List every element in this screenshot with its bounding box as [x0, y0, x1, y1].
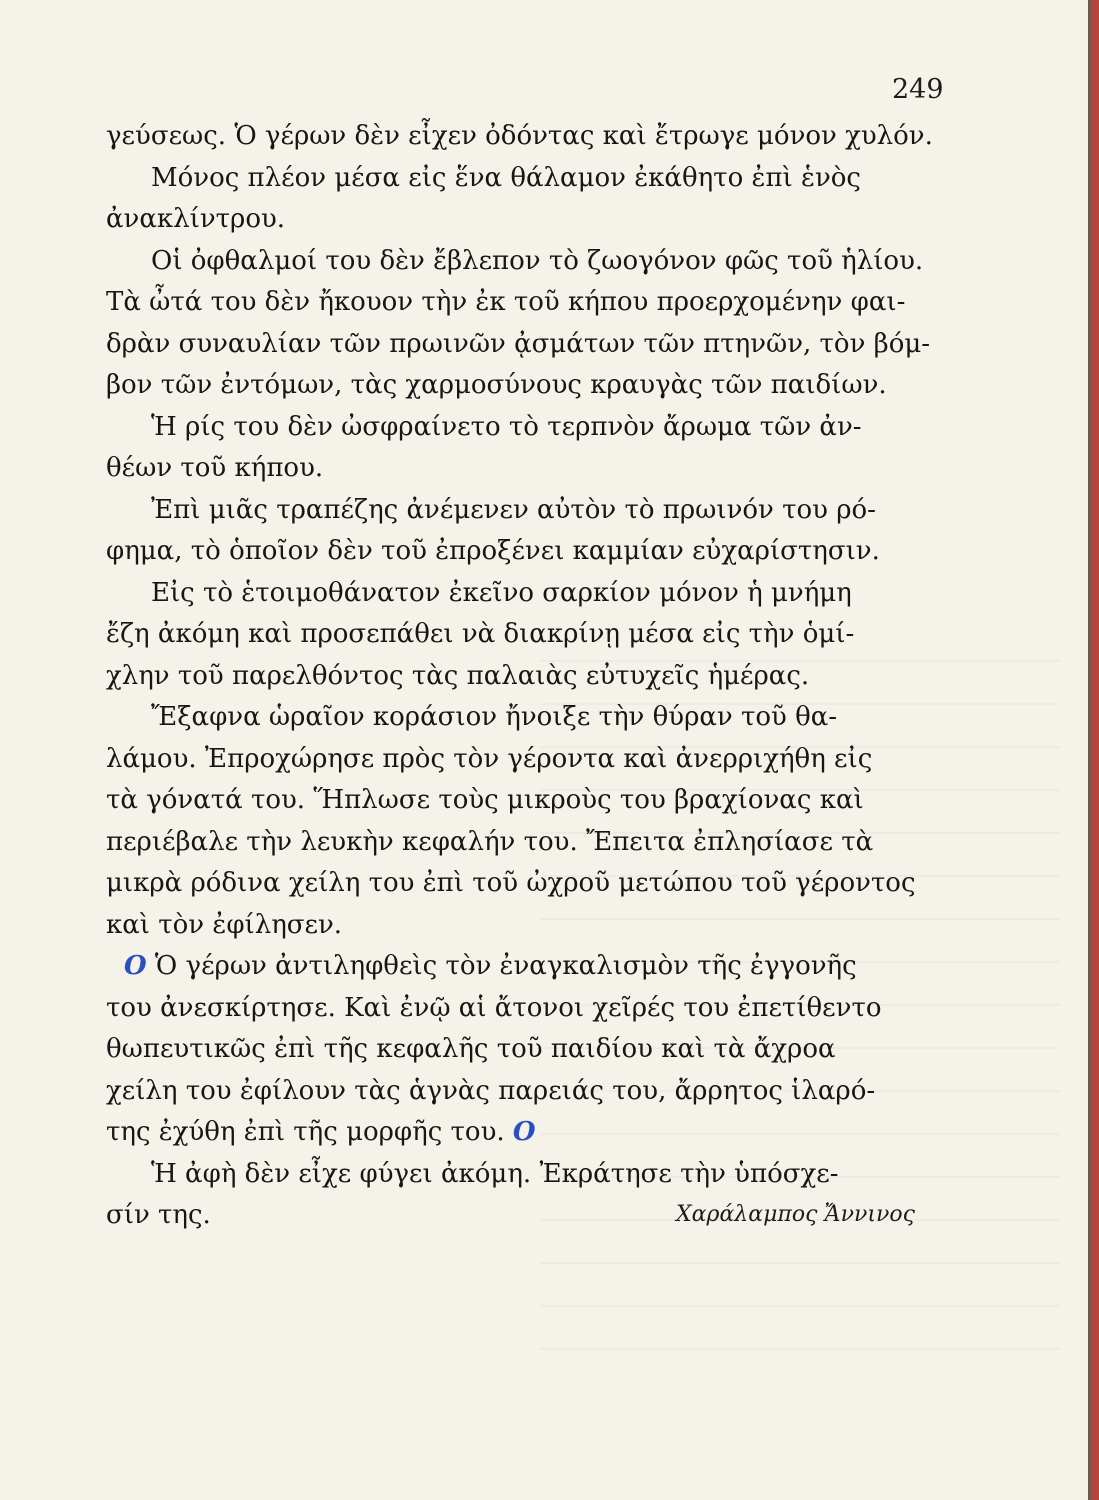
- text-line: της ἐχύθη ἐπὶ τῆς μορφῆς του.: [106, 1117, 505, 1147]
- author-signature: Χαράλαμπος Ἄννινος: [676, 1202, 915, 1227]
- handwritten-close-mark: Ο: [512, 1117, 536, 1147]
- text-line: Ὁ γέρων ἀντιληφθεὶς τὸν ἐναγκαλισμὸν τῆς ἐγγονῆς: [154, 951, 857, 981]
- text-line: τὰ γόνατά του. Ἥπλωσε τοὺς μικροὺς του βραχίονας καὶ: [106, 785, 864, 815]
- book-edge: [1091, 0, 1099, 1500]
- text-line: σίν της.: [106, 1200, 211, 1230]
- text-line: Ἡ ἀφὴ δὲν εἶχε φύγει ἀκόμη. Ἐκράτησε τὴν ὑπόσχε-: [151, 1158, 839, 1189]
- text-line-annotated: [106, 1112, 936, 1154]
- text-line: Ἡ ρίς του δὲν ὠσφραίνετο τὸ τερπνὸν ἄρωμα τῶν ἀν-: [151, 411, 862, 442]
- text-line: ἀνακλίντρου.: [106, 204, 286, 234]
- text-line: Εἰς τὸ ἑτοιμοθάνατον ἐκεῖνο σαρκίον μόνον ἡ μνήμη: [151, 577, 852, 608]
- text-line: θέων τοῦ κήπου.: [106, 453, 324, 483]
- text-line: λάμου. Ἐπροχώρησε πρὸς τὸν γέροντα καὶ ἀνερριχήθη εἰς: [106, 743, 873, 774]
- text-line: χλην τοῦ παρελθόντος τὰς παλαιὰς εὐτυχεῖς ἡμέρας.: [106, 660, 810, 691]
- text-line: Μόνος πλέον μέσα εἰς ἕνα θάλαμον ἐκάθητο ἐπὶ ἑνὸς: [151, 162, 861, 193]
- text-line: περιέβαλε τὴν λευκὴν κεφαλήν του. Ἔπειτα ἐπλησίασε τὰ: [106, 826, 874, 857]
- text-line: βον τῶν ἐντόμων, τὰς χαρμοσύνους κραυγὰς τῶν παιδίων.: [106, 370, 887, 400]
- text-line: καὶ τὸν ἐφίλησεν.: [106, 909, 343, 940]
- text-line: ἔζη ἀκόμη καὶ προσεπάθει νὰ διακρίνῃ μέσα εἰς τὴν ὁμί-: [106, 619, 855, 649]
- text-line: Ἐπὶ μιᾶς τραπέζης ἀνέμενεν αὐτὸν τὸ πρωινόν του ρό-: [151, 494, 876, 525]
- body-text: [106, 116, 936, 1237]
- handwritten-open-mark: Ο: [124, 951, 147, 981]
- text-line: μικρὰ ρόδινα χείλη του ἐπὶ τοῦ ὠχροῦ μετώπου τοῦ γέροντος: [106, 868, 916, 898]
- text-line: Οἱ ὀφθαλμοί του δὲν ἔβλεπον τὸ ζωογόνον φῶς τοῦ ἡλίου.: [151, 245, 924, 276]
- text-line: θωπευτικῶς ἐπὶ τῆς κεφαλῆς τοῦ παιδίου καὶ τὰ ἄχροα: [106, 1034, 836, 1064]
- text-line: Ἔξαφνα ὡραῖον κοράσιον ἤνοιξε τὴν θύραν τοῦ θα-: [151, 702, 838, 732]
- text-line: γεύσεως. Ὁ γέρων δὲν εἶχεν ὀδόντας καὶ ἔτρωγε μόνον χυλόν.: [106, 121, 933, 151]
- text-line: Τὰ ὦτά του δὲν ἤκουον τὴν ἐκ τοῦ κήπου προερχομένην φαι-: [106, 287, 906, 317]
- text-line: δρὰν συναυλίαν τῶν πρωινῶν ᾀσμάτων τῶν πτηνῶν, τὸν βόμ-: [106, 328, 931, 359]
- text-line: του ἀνεσκίρτησε. Καὶ ἐνῷ αἱ ἄτονοι χεῖρές του ἐπετίθεντο: [106, 992, 882, 1023]
- page-number: 249: [892, 74, 944, 105]
- text-line: χείλη του ἐφίλουν τὰς ἁγνὰς παρειάς του, ἄρρητος ἱλαρό-: [106, 1075, 876, 1106]
- text-line-annotated: [106, 946, 936, 988]
- text-line: φημα, τὸ ὁποῖον δὲν τοῦ ἐπροξένει καμμίαν εὐχαρίστησιν.: [106, 536, 880, 566]
